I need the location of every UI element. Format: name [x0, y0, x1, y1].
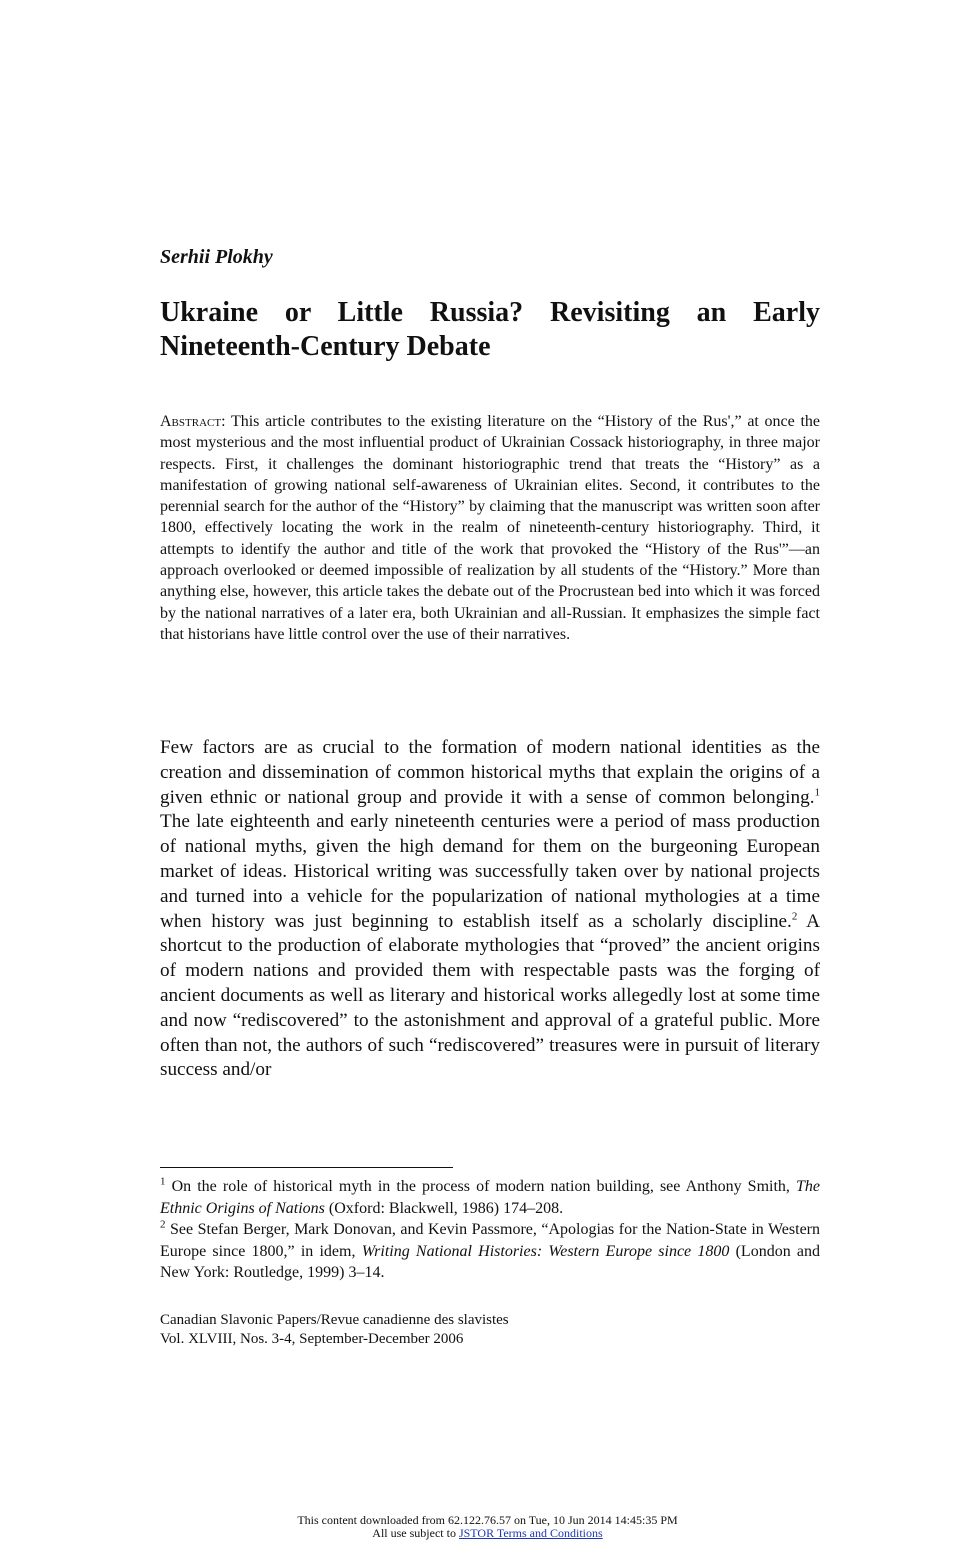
- footnote-divider: [160, 1167, 453, 1168]
- abstract-label: Abstract:: [160, 413, 226, 430]
- footnote-2: [160, 1219, 820, 1284]
- footnote-1: [160, 1176, 820, 1219]
- footnote-book-title: Writing National Histories: Western Europe since 1800: [361, 1242, 730, 1260]
- body-text-part-1: Few factors are as crucial to the formation of modern national identities as the creation and dissemination of common historical myths that explain the origins of a given ethnic or national group and provide it with a sense of common belonging.: [160, 737, 820, 808]
- footnote-text: (Oxford: Blackwell, 1986) 174–208.: [324, 1199, 564, 1217]
- terms-prefix: All use subject to: [372, 1526, 459, 1540]
- footnote-book-title: The Ethnic Origins of Nations: [160, 1178, 820, 1217]
- footnote-number: 2: [160, 1218, 166, 1231]
- body-text-part-2: The late eighteenth and early nineteenth centuries were a period of mass production of national myths, given the high demand for them on the burgeoning European market of ideas. Historical writing was successfully taken over by national projects and turned into a vehicle for the popularization of national mythologies at a time when history was just beginning to establish itself as a scholarly discipline.: [160, 811, 820, 932]
- footnote-number: 1: [160, 1175, 166, 1188]
- footnotes: [160, 1176, 820, 1284]
- abstract: [160, 411, 820, 645]
- author-name: Serhii Plokhy: [160, 246, 273, 268]
- footnote-text: See Stefan Berger, Mark Donovan, and Kevin Passmore, “Apologias for the Nation-State in Western Europe since 1800,” in idem,: [160, 1221, 820, 1260]
- title-line-2: Nineteenth-Century Debate: [160, 331, 491, 362]
- footnote-text: On the role of historical myth in the process of modern nation building, see Anthony Smith,: [165, 1178, 796, 1195]
- download-notice: [0, 1514, 975, 1540]
- footnote-text: (London and New York: Routledge, 1999) 3–14.: [160, 1242, 821, 1281]
- title-line-1: Ukraine or Little Russia? Revisiting an Early: [160, 297, 820, 328]
- terms-line: [0, 1527, 975, 1540]
- journal-volume: Vol. XLVIII, Nos. 3-4, September-December 2006: [160, 1331, 464, 1347]
- journal-name: Canadian Slavonic Papers/Revue canadienne des slavistes: [160, 1312, 509, 1328]
- article-title: [160, 296, 820, 364]
- jstor-terms-link[interactable]: JSTOR Terms and Conditions: [458, 1526, 603, 1540]
- footnote-ref-1: 1: [814, 786, 820, 799]
- body-paragraph: [160, 736, 820, 1083]
- journal-citation: [160, 1311, 820, 1349]
- download-info: This content downloaded from 62.122.76.57 on Tue, 10 Jun 2014 14:45:35 PM: [297, 1513, 678, 1527]
- abstract-text: This article contributes to the existing literature on the “History of the Rus',” at once the most mysterious and the most influential product of Ukrainian Cossack historiography, in three major respects. First, it challenges the dominant historiographic trend that treats the “History” as a manifestation of growing national self-awareness of Ukrainian elites. Second, it contributes to the perennial search for the author of the “History” by claiming that the manuscript was written soon after 1800, effectively locating the work in the realm of nineteenth-century historiography. Third, it attempts to identify the author and title of the work that provoked the “History of the Rus'”—an approach overlooked or deemed impossible of realization by all students of the “History.” More than anything else, however, this article takes the debate out of the Procrustean bed into which it was forced by the national narratives of a later era, both Ukrainian and all-Russian. It emphasizes the simple fact that historians have little control over the use of their narratives.: [160, 413, 821, 643]
- footnote-ref-2: 2: [791, 910, 798, 923]
- body-text-part-3: A shortcut to the production of elaborate mythologies that “proved” the ancient origins of modern nations and provided them with respectable pasts was the forging of ancient documents as well as literary and historical works allegedly lost at some time and now “rediscovered” to the astonishment and approval of a grateful public. More often than not, the authors of such “rediscovered” treasures were in pursuit of literary success and/or: [160, 910, 820, 1081]
